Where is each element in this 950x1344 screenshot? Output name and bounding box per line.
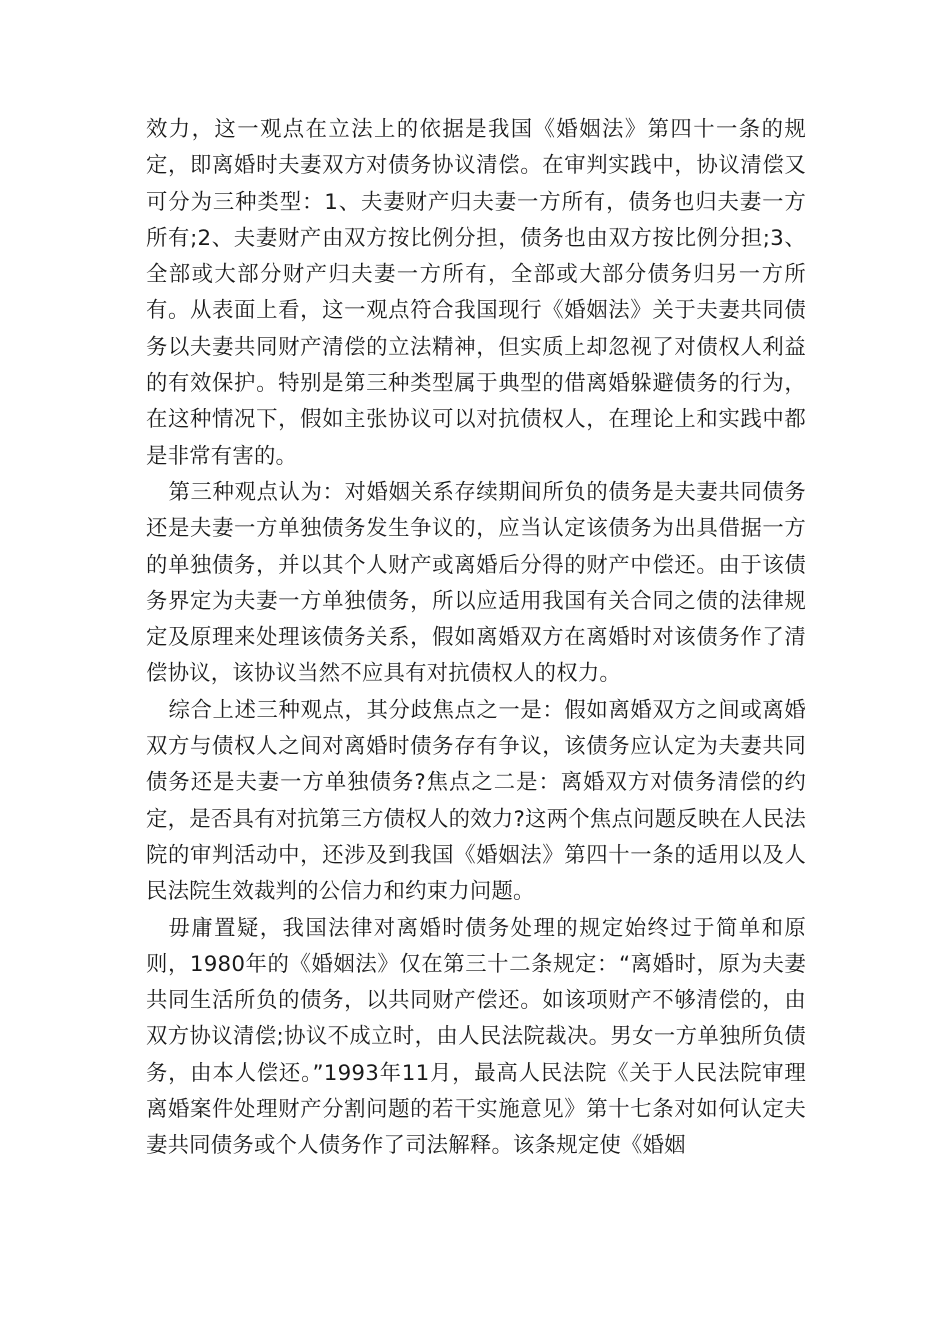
paragraph-legal-history: 毋庸置疑，我国法律对离婚时债务处理的规定始终过于简单和原则，1980年的《婚姻法》仅在第三十二条规定：“离婚时，原为夫妻共同生活所负的债务，以共同财产偿还。如该项财产不够清偿的，由双方协议清偿;协议不成立时，由人民法院裁决。男女一方单独所负债务，由本人偿还。”1993年11月，最高人民法院《关于人民法院审理离婚案件处理财产分割问题的若干实施意见》第十七条对如何认定夫妻共同债务或个人债务作了司法解释。该条规定使《婚姻: [146, 915, 806, 1159]
paragraph-summary: 综合上述三种观点，其分歧焦点之一是：假如离婚双方之间或离婚双方与债权人之间对离婚时债务存有争议，该债务应认定为夫妻共同债务还是夫妻一方单独债务?焦点之二是：离婚双方对债务清偿的约定，是否具有对抗第三方债权人的效力?这两个焦点问题反映在人民法院的审判活动中，还涉及到我国《婚姻法》第四十一条的适用以及人民法院生效裁判的公信力和约束力问题。: [146, 697, 806, 905]
paragraph-third-view: 第三种观点认为：对婚姻关系存续期间所负的债务是夫妻共同债务还是夫妻一方单独债务发生争议的，应当认定该债务为出具借据一方的单独债务，并以其个人财产或离婚后分得的财产中偿还。由于该债务界定为夫妻一方单独债务，所以应适用我国有关合同之债的法律规定及原理来处理该债务关系，假如离婚双方在离婚时对该债务作了清偿协议，该协议当然不应具有对抗债权人的权力。: [146, 479, 806, 687]
paragraph-continuation: 效力，这一观点在立法上的依据是我国《婚姻法》第四十一条的规定，即离婚时夫妻双方对债务协议清偿。在审判实践中，协议清偿又可分为三种类型：1、夫妻财产归夫妻一方所有，债务也归夫妻一方所有;2、夫妻财产由双方按比例分担，债务也由双方按比例分担;3、全部或大部分财产归夫妻一方所有，全部或大部分债务归另一方所有。从表面上看，这一观点符合我国现行《婚姻法》关于夫妻共同债务以夫妻共同财产清偿的立法精神，但实质上却忽视了对债权人利益的有效保护。特别是第三种类型属于典型的借离婚躲避债务的行为，在这种情况下，假如主张协议可以对抗债权人，在理论上和实践中都是非常有害的。: [146, 117, 806, 469]
document-body: [146, 112, 806, 1165]
